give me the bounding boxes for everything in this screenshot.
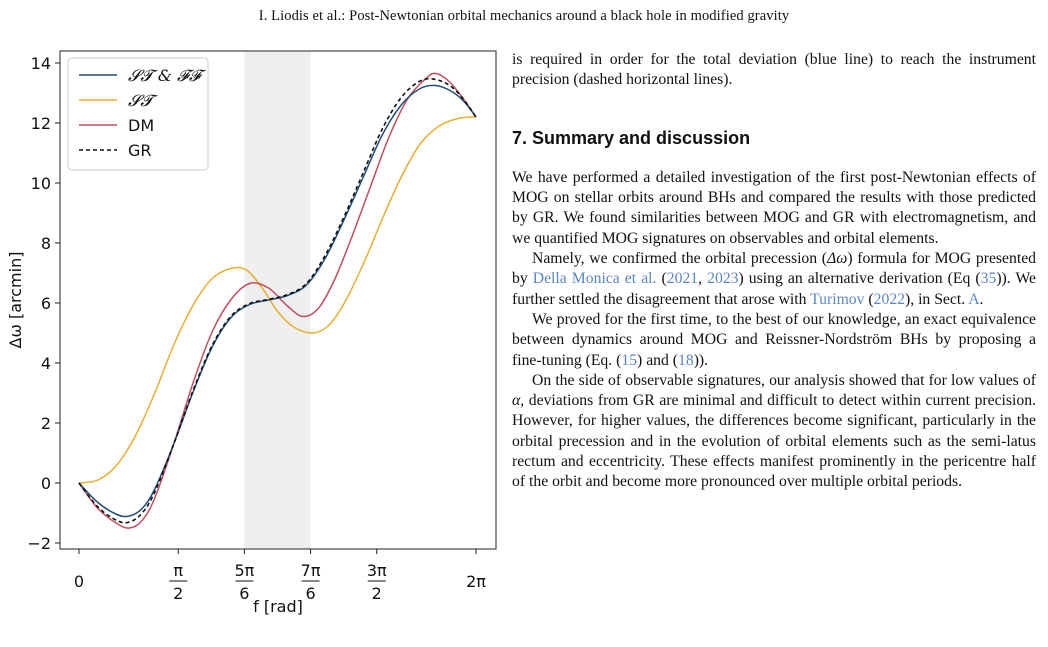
delta-omega-symbol: Δω xyxy=(827,250,848,268)
legend-label: DM xyxy=(128,116,155,135)
paragraph-1: We have performed a detailed investigation of the first post-Newtonian effects of MOG on stellar orbits around BHs and compared the results with those predicted by GR. We found similarities between MOG and GR with electromagnetism, and we quantified MOG signatures on observables and orbital elements. xyxy=(512,168,1036,247)
x-tick-label-numerator: 3π xyxy=(366,561,387,580)
x-tick-label-denominator: 2 xyxy=(173,584,184,603)
y-tick-label: 12 xyxy=(30,114,51,133)
y-tick-label: 8 xyxy=(40,234,51,253)
section-link[interactable]: A xyxy=(968,290,980,308)
x-tick-label-denominator: 2 xyxy=(371,584,382,603)
equation-link[interactable]: 35 xyxy=(980,270,997,288)
running-header: I. Liodis et al.: Post-Newtonian orbital mechanics around a black hole in modified gravity xyxy=(258,8,790,24)
y-tick-label: −2 xyxy=(27,534,51,553)
citation-link[interactable]: Turimov xyxy=(810,290,865,308)
y-tick-label: 2 xyxy=(40,414,51,433)
legend-label: 𝓢𝓣 xyxy=(128,91,153,110)
citation-link[interactable]: 2023 xyxy=(707,270,739,288)
shaded-region xyxy=(244,51,310,549)
x-tick-label-denominator: 6 xyxy=(239,584,250,603)
continued-paragraph: is required in order for the total deviation (blue line) to reach the instrument precision (dashed horizontal lines). xyxy=(512,51,1036,89)
y-tick-label: 14 xyxy=(30,54,51,73)
y-axis-label: Δω [arcmin] xyxy=(6,251,25,349)
y-tick-label: 6 xyxy=(40,294,51,313)
x-tick-label: 0 xyxy=(73,572,85,591)
y-tick-label: 4 xyxy=(40,354,51,373)
precession-chart xyxy=(0,40,500,647)
paragraph-4: On the side of observable signatures, our analysis showed that for low values of α, deviations from GR are minimal and difficult to detect within current precision. However, for higher values, the differences become significant, particularly in the orbital precession and in the evolution of orbital elements such as the semi-latus rectum and eccentricity. These effects manifest prominently in the pericentre half of the orbit and become more pronounced over multiple orbital periods. xyxy=(512,371,1036,491)
section-title: 7. Summary and discussion xyxy=(512,127,751,148)
paragraph-2: Namely, we confirmed the orbital precession (Δω) formula for MOG presented by Della Monica et al. (2021, 2023) using an alternative derivation (Eq (35)). We further settled the disagreement that arose with Turimov (2022), in Sect. A. xyxy=(512,250,1037,308)
legend-label: 𝓢𝓣 & 𝓕𝓕 xyxy=(128,66,201,85)
right-text-column xyxy=(512,50,1036,493)
alpha-symbol: α xyxy=(512,392,521,410)
equation-link[interactable]: 18 xyxy=(678,351,694,369)
x-axis-label: f [rad] xyxy=(253,597,303,616)
paragraph-3: We proved for the first time, to the best of our knowledge, an exact equivalence between dynamics around MOG and Reissner-Nordström BHs by proposing a fine-tuning (Eq. (15) and (18)). xyxy=(512,310,1036,369)
citation-link[interactable]: Della Monica et al. xyxy=(532,270,657,288)
citation-link[interactable]: 2022 xyxy=(873,290,905,308)
y-tick-label: 0 xyxy=(40,474,51,493)
equation-link[interactable]: 15 xyxy=(621,351,638,369)
x-tick-label-denominator: 6 xyxy=(305,584,316,603)
x-tick-label-numerator: π xyxy=(173,561,184,580)
legend-label: GR xyxy=(128,141,152,160)
y-tick-label: 10 xyxy=(30,174,51,193)
citation-link[interactable]: 2021 xyxy=(666,270,699,288)
x-tick-label-numerator: 7π xyxy=(300,561,321,580)
x-tick-label-numerator: 5π xyxy=(234,561,255,580)
figure-precession-plot xyxy=(0,40,500,647)
x-tick-label: 2π xyxy=(466,572,486,591)
